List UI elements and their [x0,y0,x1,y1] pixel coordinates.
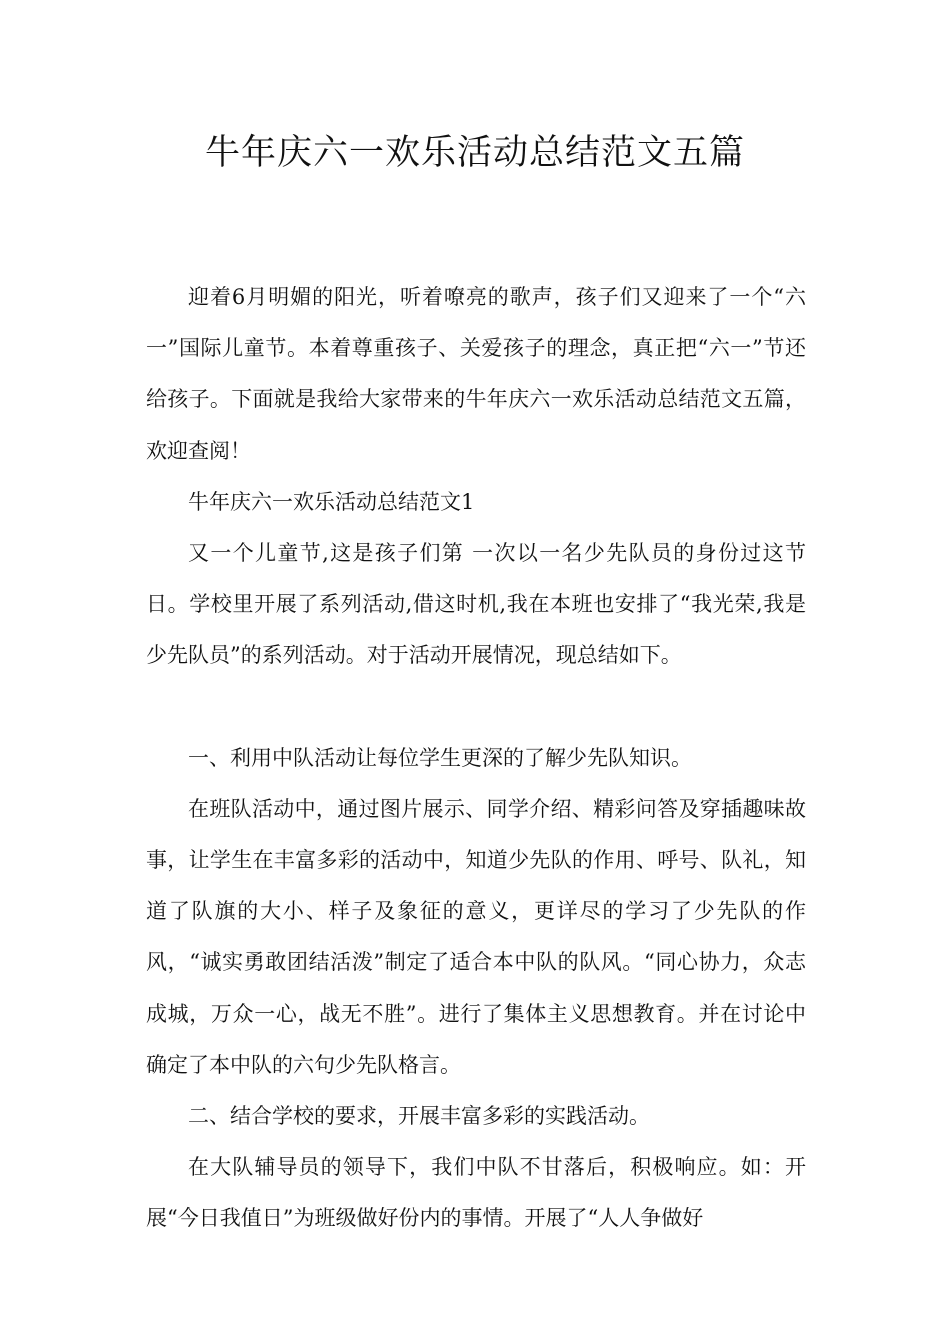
document-body [146,272,806,1245]
paragraph-spacer [146,682,806,733]
subheading-two: 二、结合学校的要求，开展丰富多彩的实践活动。 [188,1104,650,1129]
intro-paragraph: 迎着6月明媚的阳光，听着嘹亮的歌声，孩子们又迎来了一个“六一”国际儿童节。本着尊重孩子、关爱孩子的理念，真正把“六一”节还给孩子。下面就是我给大家带来的牛年庆六一欢乐活动总结范文五篇，欢迎查阅！ [146,285,806,463]
body-paragraph: 在班队活动中，通过图片展示、同学介绍、精彩问答及穿插趣味故事，让学生在丰富多彩的活动中，知道少先队的作用、呼号、队礼，知道了队旗的大小、样子及象征的意义，更详尽的学习了少先队的作风，“诚实勇敢团结活泼”制定了适合本中队的队风。“同心协力，众志成城，万众一心，战无不胜”。进行了集体主义思想教育。并在讨论中确定了本中队的六句少先队格言。 [146,796,806,1077]
body-paragraph: 在大队辅导员的领导下，我们中队不甘落后，积极响应。如：开展“今日我值日”为班级做好份内的事情。开展了“人人争做好 [146,1155,806,1231]
body-paragraph: 又一个儿童节,这是孩子们第 一次以一名少先队员的身份过这节日。学校里开展了系列活动,借这时机,我在本班也安排了“我光荣,我是少先队员”的系列活动。对于活动开展情况，现总结如下。 [146,541,806,668]
section-heading: 牛年庆六一欢乐活动总结范文1 [188,489,475,514]
subheading-one: 一、利用中队活动让每位学生更深的了解少先队知识。 [188,745,692,770]
document-title: 牛年庆六一欢乐活动总结范文五篇 [204,133,745,173]
